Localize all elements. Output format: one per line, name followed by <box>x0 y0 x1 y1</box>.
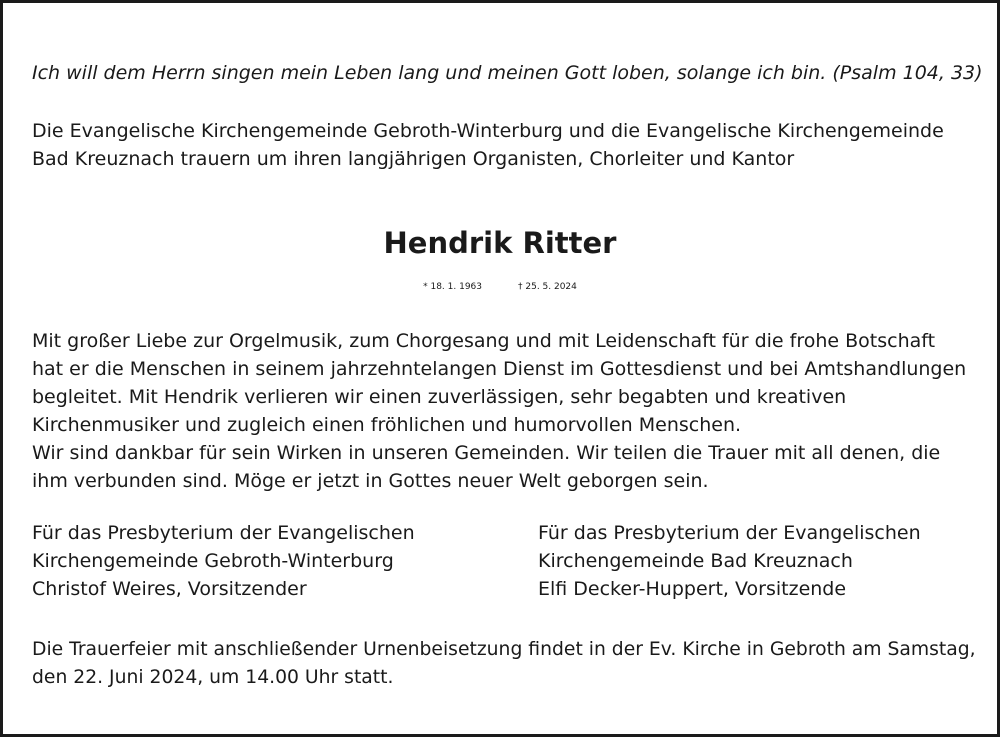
signature-line: Kirchengemeinde Bad Kreuznach <box>538 550 853 572</box>
intro-paragraph <box>32 117 944 173</box>
signature-block-bad-kreuznach <box>538 519 921 603</box>
tribute-line: Kirchenmusiker und zugleich einen fröhlichen und humorvollen Menschen. <box>32 414 742 436</box>
funeral-line: Die Trauerfeier mit anschließender Urnenbeisetzung findet in der Ev. Kirche in Gebroth am Samstag, <box>32 639 976 660</box>
tribute-line: ihm verbunden sind. Möge er jetzt in Gottes neuer Welt geborgen sein. <box>32 470 709 492</box>
tribute-line: hat er die Menschen in seinem jahrzehntelangen Dienst im Gottesdienst und bei Amtshandlungen <box>32 358 967 380</box>
deceased-name: Hendrik Ritter <box>383 226 617 260</box>
signature-block-gebroth <box>32 519 415 603</box>
tribute-line: Mit großer Liebe zur Orgelmusik, zum Chorgesang und mit Leidenschaft für die frohe Botschaft <box>32 330 936 352</box>
signature-line: Kirchengemeinde Gebroth-Winterburg <box>32 550 394 572</box>
life-dates <box>3 273 997 301</box>
intro-line: Bad Kreuznach trauern um ihren langjährigen Organisten, Chorleiter und Kantor <box>32 148 795 170</box>
signature-line: Für das Presbyterium der Evangelischen <box>538 522 921 544</box>
signature-line: Elfi Decker-Huppert, Vorsitzende <box>538 578 847 600</box>
tribute-line: begleitet. Mit Hendrik verlieren wir einen zuverlässigen, sehr begabten und kreativen <box>32 386 847 408</box>
signature-line: Für das Presbyterium der Evangelischen <box>32 522 415 544</box>
birth-date: * 18. 1. 1963 <box>423 282 482 292</box>
funeral-line: den 22. Juni 2024, um 14.00 Uhr statt. <box>32 667 394 688</box>
funeral-announcement <box>32 636 976 692</box>
psalm-quote: Ich will dem Herrn singen mein Leben lang und meinen Gott loben, solange ich bin. (Psalm 104, 33) <box>32 62 983 84</box>
intro-line: Die Evangelische Kirchengemeinde Gebroth-Winterburg und die Evangelische Kirchengemeinde <box>32 120 944 142</box>
death-date: † 25. 5. 2024 <box>518 282 577 292</box>
tribute-paragraph <box>32 327 966 495</box>
tribute-line: Wir sind dankbar für sein Wirken in unseren Gemeinden. Wir teilen die Trauer mit all denen, die <box>32 442 941 464</box>
signature-line: Christof Weires, Vorsitzender <box>32 578 307 600</box>
